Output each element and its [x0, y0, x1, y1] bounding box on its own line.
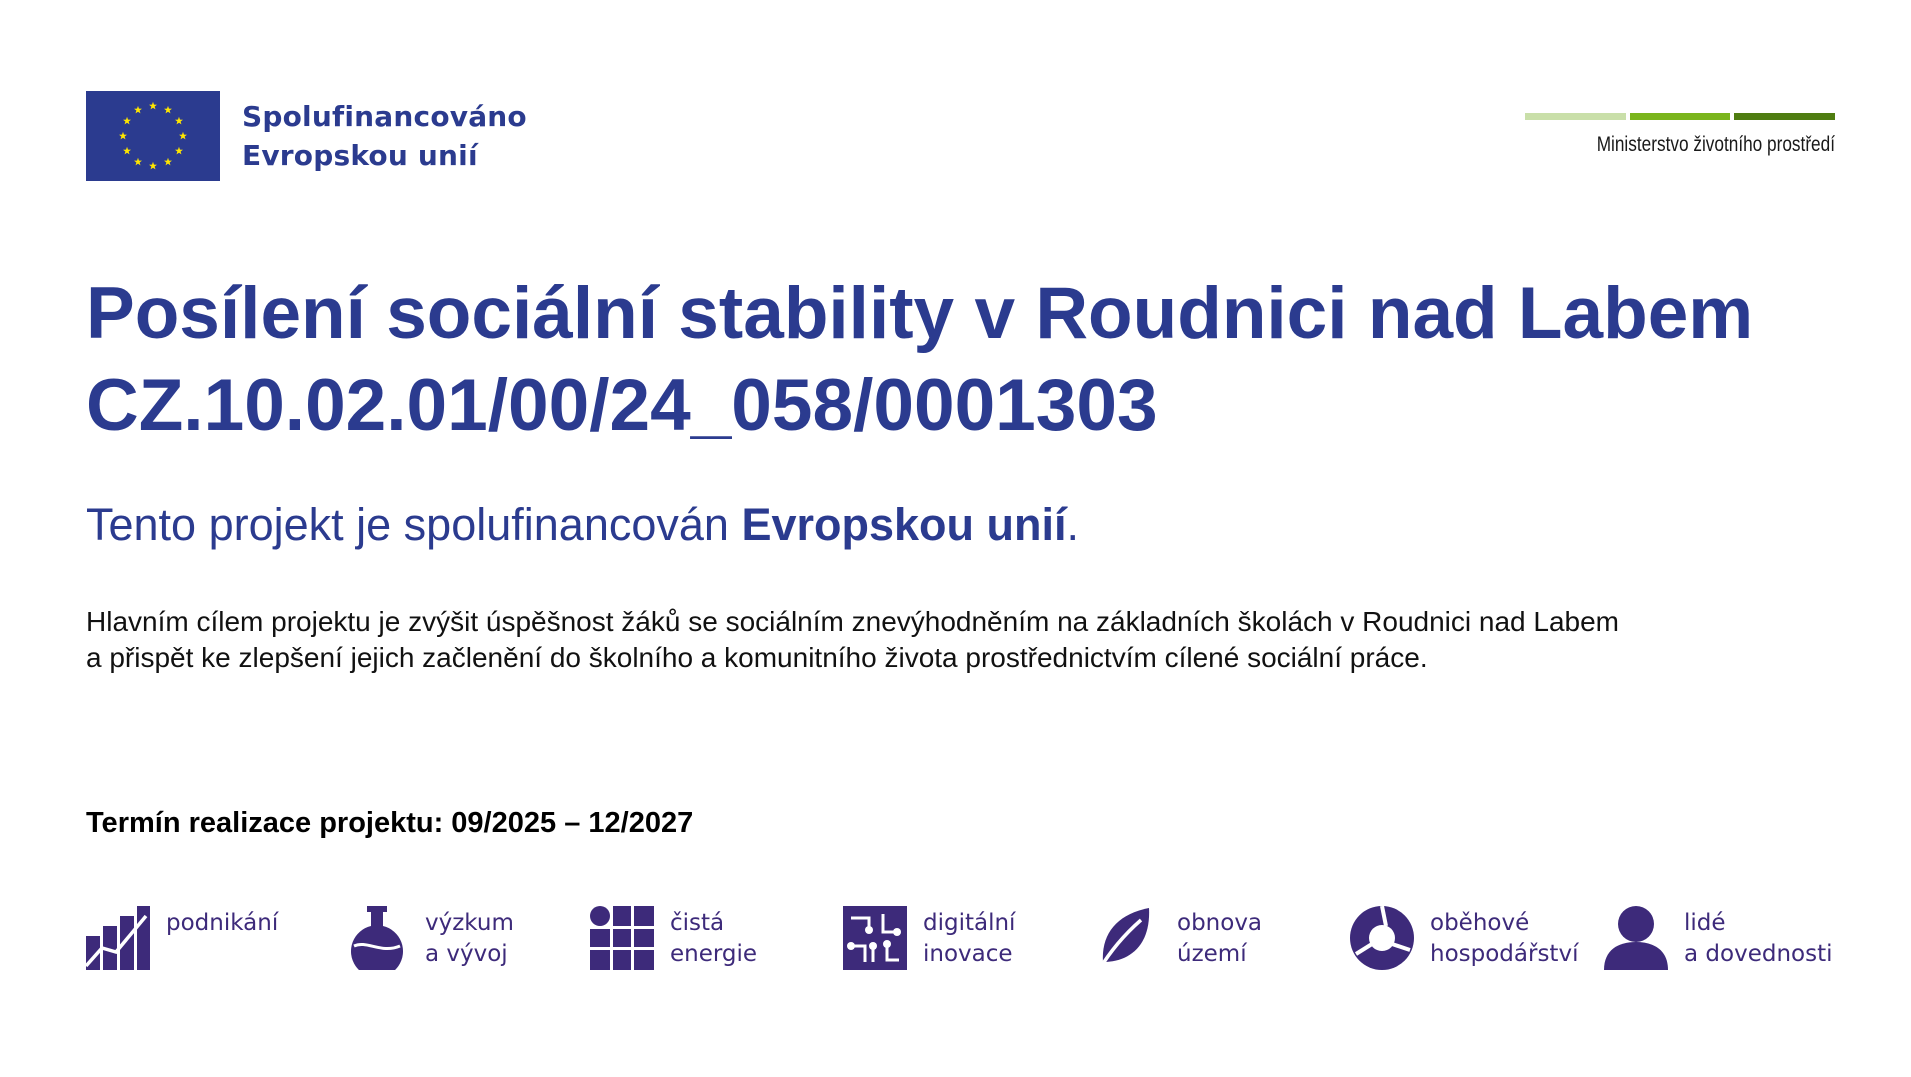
topic-label-line2: území — [1177, 941, 1247, 967]
topic-label — [166, 908, 278, 939]
topic-podnikani — [86, 906, 278, 970]
eu-logo-line1: Spolufinancováno — [242, 100, 527, 133]
bar-chart-icon — [86, 906, 150, 970]
cofinancing-prefix: Tento projekt je spolufinancován — [86, 499, 742, 550]
project-title — [86, 268, 1753, 452]
topic-digitalni-inovace — [843, 906, 1015, 970]
eu-logo-line2: Evropskou unií — [242, 139, 478, 172]
topic-obehove-hospodarstvi — [1350, 906, 1578, 970]
cycle-icon — [1350, 906, 1414, 970]
eu-flag-icon — [86, 91, 220, 181]
project-title-name: Posílení sociální stability v Roudnici nad Labem — [86, 273, 1754, 354]
topic-label — [923, 908, 1015, 970]
eu-cofinanced-logo — [86, 91, 527, 181]
topic-label-line2: a vývoj — [425, 941, 508, 967]
topic-label — [425, 908, 514, 970]
topic-label-line1: čistá — [670, 910, 725, 936]
cofinancing-suffix: . — [1066, 499, 1079, 550]
topic-cista-energie — [590, 906, 757, 970]
circuit-icon — [843, 906, 907, 970]
description-line2: a přispět ke zlepšení jejich začlenění do školního a komunitního života prostřednictvím cílené sociální práce. — [86, 642, 1428, 673]
person-icon — [1604, 906, 1668, 970]
topic-label-line2: a dovednosti — [1684, 941, 1833, 967]
topic-label-line2: hospodářství — [1430, 941, 1579, 967]
topic-label-line1: výzkum — [425, 910, 514, 936]
description-line1: Hlavním cílem projektu je zvýšit úspěšnost žáků se sociálním znevýhodněním na základních školách v Roudnici nad Labem — [86, 606, 1619, 637]
topic-label — [670, 908, 757, 970]
ministry-name: Ministerstvo životního prostředí — [1596, 133, 1835, 156]
project-description — [86, 604, 1619, 676]
ministry-logo — [1525, 113, 1835, 157]
leaf-icon — [1097, 906, 1161, 970]
ministry-color-bars — [1525, 113, 1835, 120]
topic-label — [1430, 908, 1578, 970]
topic-vyzkum-a-vyvoj — [345, 906, 514, 970]
topic-label-line1: digitální — [923, 910, 1016, 936]
topic-label-line1: oběhové — [1430, 910, 1530, 936]
topic-obnova-uzemi — [1097, 906, 1262, 970]
topic-label — [1177, 908, 1262, 970]
flask-icon — [345, 906, 409, 970]
topic-label-line2: energie — [670, 941, 758, 967]
topic-label — [1684, 908, 1832, 970]
topic-lide-a-dovednosti — [1604, 906, 1832, 970]
grid-icon — [590, 906, 654, 970]
topic-label-line1: podnikání — [166, 910, 279, 936]
cofinancing-emphasis: Evropskou unií — [741, 499, 1067, 550]
project-term: Termín realizace projektu: 09/2025 – 12/2027 — [86, 807, 694, 839]
eu-logo-text — [242, 97, 527, 175]
topic-label-line1: obnova — [1177, 910, 1263, 936]
topic-label-line2: inovace — [923, 941, 1013, 967]
ministry-bar-medium — [1630, 113, 1731, 120]
ministry-bar-dark — [1734, 113, 1835, 120]
ministry-bar-light — [1525, 113, 1626, 120]
cofinancing-statement — [86, 497, 1079, 553]
project-registration-number: CZ.10.02.01/00/24_058/0001303 — [86, 365, 1158, 446]
topic-label-line1: lidé — [1684, 910, 1726, 936]
